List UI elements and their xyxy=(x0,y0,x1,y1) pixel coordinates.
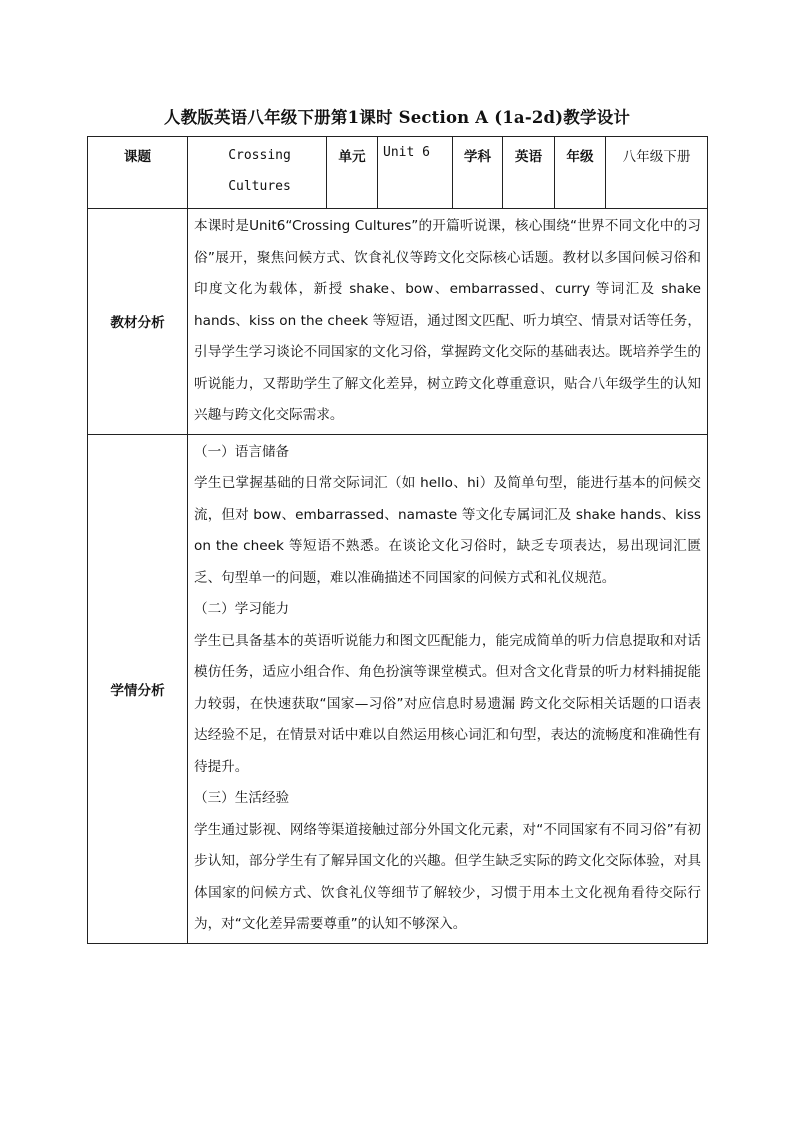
topic-label: 课题 xyxy=(88,137,188,209)
students-text xyxy=(188,434,708,943)
document-title: 人教版英语八年级下册第1课时 Section A (1a-2d)教学设计 xyxy=(163,108,631,127)
section-text-language: 学生已掌握基础的日常交际词汇（如 hello、hi）及简单句型，能进行基本的问候交流，但对 bow、embarrassed、namaste 等文化专属词汇及 shake hands、kiss on the cheek 等短语不熟悉。在谈论文化习俗时，缺乏专项表达，易出现词汇匮乏、句型单一的问题，难以准确描述不同国家的问候方式和礼仪规范。 xyxy=(194,475,701,586)
section-heading-language: （一）语言储备 xyxy=(194,443,290,460)
subject-value: 英语 xyxy=(503,137,555,209)
topic-value-line1: Crossing xyxy=(228,148,291,163)
grade-label: 年级 xyxy=(555,137,606,209)
material-paragraph: 本课时是Unit6“Crossing Cultures”的开篇听说课，核心围绕“世界不同文化中的习俗”展开，聚焦问候方式、饮食礼仪等跨文化交际核心话题。教材以多国问候习俗和印度文化为载体，新授 shake、bow、embarrassed、curry 等词汇及 shake hands、kiss on the cheek 等短语，通过图文匹配、听力填空、情景对话等任务，引导学生学习谈论不同国家的文化习俗，掌握跨文化交际的基础表达。既培养学生的听说能力，又帮助学生了解文化差异，树立跨文化尊重意识，贴合八年级学生的认知兴趣与跨文化交际需求。 xyxy=(194,218,701,423)
students-label: 学情分析 xyxy=(88,434,188,943)
lesson-plan-table xyxy=(87,136,708,944)
section-text-experience: 学生通过影视、网络等渠道接触过部分外国文化元素，对“不同国家有不同习俗”有初步认知，部分学生有了解异国文化的兴趣。但学生缺乏实际的跨文化交际体验，对具体国家的问候方式、饮食礼仪等细节了解较少，习惯于用本土文化视角看待交际行为，对“文化差异需要尊重”的认知不够深入。 xyxy=(194,821,701,932)
unit-value: Unit 6 xyxy=(378,137,453,209)
section-text-ability: 学生已具备基本的英语听说能力和图文匹配能力，能完成简单的听力信息提取和对话模仿任务，适应小组合作、角色扮演等课堂模式。但对含文化背景的听力材料捕捉能力较弱，在快速获取“国家—习俗”对应信息时易遗漏 跨文化交际相关话题的口语表达经验不足，在情景对话中难以自然运用核心词汇和句型，表达的流畅度和准确性有待提升。 xyxy=(194,632,701,775)
section-heading-experience: （三）生活经验 xyxy=(194,790,290,806)
section-heading-ability: （二）学习能力 xyxy=(194,601,290,617)
unit-label: 单元 xyxy=(327,137,378,209)
material-label: 教材分析 xyxy=(88,209,188,435)
subject-label: 学科 xyxy=(453,137,503,209)
topic-value-line2: Cultures xyxy=(228,179,291,194)
topic-value xyxy=(188,137,327,209)
grade-value: 八年级下册 xyxy=(606,137,708,209)
students-row xyxy=(88,434,708,943)
material-text xyxy=(188,209,708,435)
material-row xyxy=(88,209,708,435)
header-row xyxy=(88,137,708,209)
